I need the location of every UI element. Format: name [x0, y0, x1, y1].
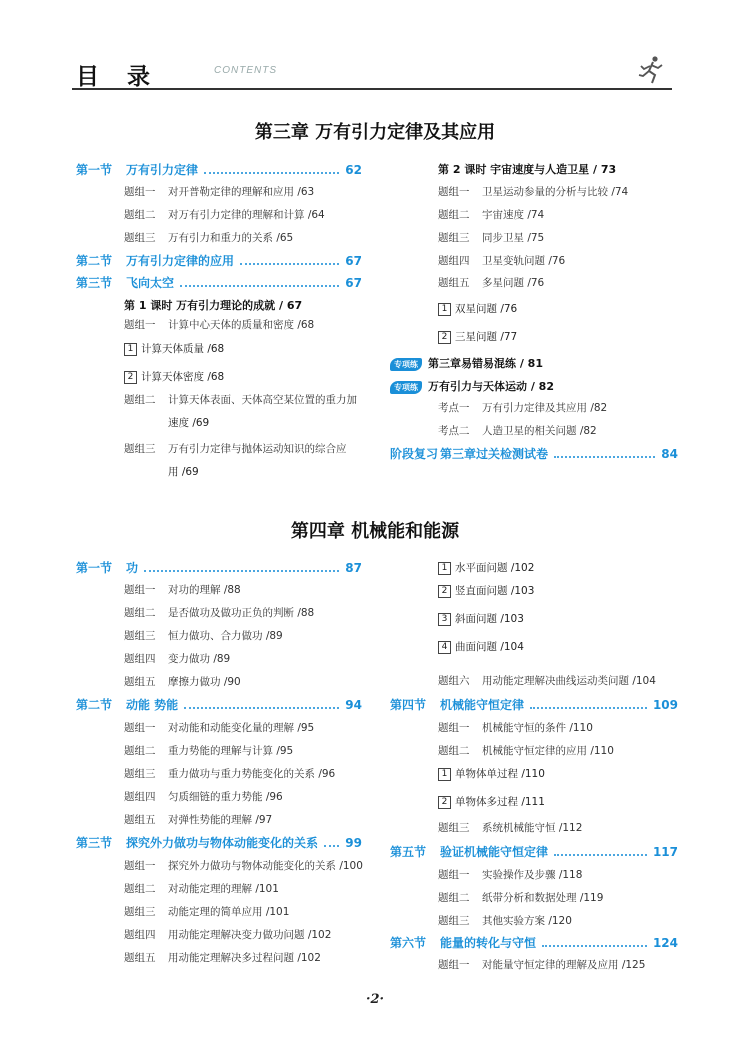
subitem-title: 斜面问题 /103	[455, 613, 524, 625]
toc-group-entry	[438, 958, 645, 972]
toc-subitem-entry	[438, 640, 524, 654]
group-label: 题组一	[124, 584, 156, 596]
group-label: 题组一	[438, 959, 470, 971]
section-title: 探究外力做功与物体动能变化的关系	[126, 836, 319, 850]
group-title: 卫星运动参量的分析与比较 /74	[482, 186, 629, 198]
group-title: 对开普勒定律的理解和应用 /63	[168, 186, 315, 198]
group-title: 是否做功及做功正负的判断 /88	[168, 607, 315, 619]
boxed-number: 1	[438, 768, 451, 781]
toc-section-entry[interactable]	[390, 936, 678, 950]
section-page: 67	[345, 276, 362, 290]
dot-leader	[324, 845, 339, 847]
section-label: 第一节	[76, 163, 113, 177]
subitem-title: 竖直面问题 /103	[455, 585, 535, 597]
group-title: 对万有引力定律的理解和计算 /64	[168, 209, 325, 221]
group-title: 万有引力和重力的关系 /65	[168, 232, 294, 244]
section-label: 第二节	[76, 254, 113, 268]
group-label: 题组五	[124, 952, 156, 964]
section-title: 万有引力定律的应用	[126, 254, 235, 268]
toc-subitem-entry	[438, 795, 545, 809]
boxed-number: 1	[438, 303, 451, 316]
toc-group-entry	[124, 583, 241, 597]
group-label: 题组四	[124, 653, 156, 665]
contents-title: 目 录	[76, 64, 161, 90]
special-practice-badge: 专项练	[390, 381, 422, 394]
group-title: 匀质细链的重力势能 /96	[168, 791, 283, 803]
group-title: 多星问题 /76	[482, 277, 545, 289]
boxed-number: 2	[438, 331, 451, 344]
toc-subitem-entry	[124, 370, 224, 384]
section-label: 第二节	[76, 698, 113, 712]
toc-group-entry	[438, 821, 582, 835]
subitem-title: 三星问题 /77	[455, 331, 518, 343]
group-title: 探究外力做功与物体动能变化的关系 /100	[168, 860, 363, 872]
group-label: 题组二	[124, 745, 156, 757]
toc-group-entry	[438, 914, 572, 928]
toc-group-entry	[438, 674, 656, 688]
toc-group-entry	[124, 767, 335, 781]
section-label: 第五节	[390, 845, 427, 859]
section-page: 99	[345, 836, 362, 850]
section-title: 动能 势能	[126, 698, 179, 712]
toc-continuation	[168, 416, 209, 430]
dot-leader	[530, 707, 647, 709]
group-label: 题组一	[124, 860, 156, 872]
group-label: 题组二	[124, 209, 156, 221]
group-label: 题组一	[124, 186, 156, 198]
group-label: 题组五	[124, 814, 156, 826]
dot-leader	[204, 172, 339, 174]
group-title: 计算中心天体的质量和密度 /68	[168, 319, 315, 331]
toc-group-entry	[124, 675, 241, 689]
contents-header	[72, 52, 672, 92]
group-title: 用动能定理解决多过程问题 /102	[168, 952, 321, 964]
toc-group-entry	[124, 859, 363, 873]
boxed-number: 2	[438, 796, 451, 809]
section-title: 第三章过关检测试卷	[440, 447, 549, 461]
runner-icon	[636, 54, 666, 86]
section-label: 阶段复习	[390, 447, 439, 461]
group-label: 题组二	[438, 745, 470, 757]
subitem-title: 水平面问题 /102	[455, 562, 535, 574]
group-label: 题组三	[124, 443, 156, 455]
toc-section-entry[interactable]	[76, 276, 362, 290]
group-label: 题组三	[438, 822, 470, 834]
group-label: 题组四	[124, 929, 156, 941]
toc-group-entry	[438, 208, 544, 222]
group-label: 题组三	[438, 232, 470, 244]
toc-group-entry	[124, 813, 272, 827]
group-label: 题组五	[124, 676, 156, 688]
group-title: 对动能和动能变化量的理解 /95	[168, 722, 315, 734]
group-title: 用动能定理解决变力做功问题 /102	[168, 929, 332, 941]
section-title: 万有引力定律	[126, 163, 199, 177]
boxed-number: 2	[438, 585, 451, 598]
group-title: 重力做功与重力势能变化的关系 /96	[168, 768, 336, 780]
group-title: 其他实验方案 /120	[482, 915, 572, 927]
toc-group-entry	[124, 721, 314, 735]
lesson-title: 第 2 课时 宇宙速度与人造卫星 / 73	[438, 163, 617, 176]
contents-subtitle: CONTENTS	[214, 65, 277, 76]
toc-group-entry	[124, 652, 230, 666]
toc-group-entry	[124, 629, 283, 643]
toc-group-entry	[438, 721, 593, 735]
group-title: 恒力做功、合力做功 /89	[168, 630, 283, 642]
section-label: 第四节	[390, 698, 427, 712]
group-label: 题组三	[124, 630, 156, 642]
group-label: 题组六	[438, 675, 470, 687]
page-number: ·2·	[365, 992, 385, 1007]
toc-subitem-entry	[438, 612, 524, 626]
section-label: 第三节	[76, 276, 113, 290]
toc-section-entry[interactable]	[76, 698, 362, 712]
group-title: 重力势能的理解与计算 /95	[168, 745, 294, 757]
boxed-number: 1	[124, 343, 137, 356]
dot-leader	[184, 707, 339, 709]
group-title: 对能量守恒定律的理解及应用 /125	[482, 959, 646, 971]
group-label: 题组五	[438, 277, 470, 289]
group-title: 变力做功 /89	[168, 653, 231, 665]
group-title: 同步卫星 /75	[482, 232, 545, 244]
toc-group-entry	[124, 231, 293, 245]
toc-lesson-entry	[438, 163, 616, 177]
toc-group-entry	[438, 401, 607, 415]
group-title: 用动能定理解决曲线运动类问题 /104	[482, 675, 656, 687]
subitem-title: 计算天体密度 /68	[141, 371, 225, 383]
group-title: 对功的理解 /88	[168, 584, 241, 596]
section-label: 第六节	[390, 936, 427, 950]
toc-group-entry	[124, 442, 347, 456]
group-title: 万有引力定律与抛体运动知识的综合应	[168, 443, 347, 455]
toc-group-entry	[438, 744, 614, 758]
boxed-number: 4	[438, 641, 451, 654]
continuation-text: 速度 /69	[168, 417, 210, 429]
group-title: 对动能定理的理解 /101	[168, 883, 279, 895]
toc-group-entry	[124, 208, 325, 222]
section-title: 验证机械能守恒定律	[440, 845, 549, 859]
boxed-number: 2	[124, 371, 137, 384]
toc-group-entry	[124, 606, 314, 620]
group-label: 题组一	[438, 722, 470, 734]
toc-group-entry	[124, 928, 331, 942]
group-title: 系统机械能守恒 /112	[482, 822, 583, 834]
group-label: 题组三	[124, 768, 156, 780]
toc-group-entry	[124, 905, 289, 919]
group-title: 机械能守恒的条件 /110	[482, 722, 593, 734]
toc-special-entry	[390, 357, 543, 371]
continuation-text: 用 /69	[168, 466, 199, 478]
section-page: 67	[345, 254, 362, 268]
toc-group-entry	[438, 231, 544, 245]
group-label: 考点一	[438, 402, 470, 414]
subitem-title: 双星问题 /76	[455, 303, 518, 315]
special-practice-badge: 专项练	[390, 358, 422, 371]
dot-leader	[554, 854, 647, 856]
toc-section-entry[interactable]	[76, 254, 362, 268]
subitem-title: 曲面问题 /104	[455, 641, 524, 653]
toc-group-entry	[438, 424, 597, 438]
toc-subitem-entry	[438, 302, 517, 316]
section-page: 62	[345, 163, 362, 177]
header-rule	[72, 88, 672, 90]
group-label: 题组三	[438, 915, 470, 927]
dot-leader	[554, 456, 655, 458]
group-label: 题组二	[438, 892, 470, 904]
group-title: 纸带分析和数据处理 /119	[482, 892, 604, 904]
toc-section-entry[interactable]	[390, 698, 678, 712]
section-title: 功	[126, 561, 139, 575]
toc-group-entry	[124, 951, 321, 965]
toc-group-entry	[124, 744, 293, 758]
toc-group-entry	[438, 276, 544, 290]
section-page: 117	[652, 845, 678, 859]
group-label: 题组四	[438, 255, 470, 267]
group-title: 机械能守恒定律的应用 /110	[482, 745, 614, 757]
toc-group-entry	[438, 868, 582, 882]
toc-group-entry	[438, 185, 628, 199]
dot-leader	[180, 285, 339, 287]
toc-group-entry	[438, 254, 565, 268]
toc-subitem-entry	[124, 342, 224, 356]
toc-group-entry	[438, 891, 603, 905]
toc-section-entry[interactable]	[76, 836, 362, 850]
boxed-number: 1	[438, 562, 451, 575]
toc-subitem-entry	[438, 767, 545, 781]
toc-section-entry[interactable]	[390, 447, 678, 461]
group-title: 计算天体表面、天体高空某位置的重力加	[168, 394, 357, 406]
group-label: 题组二	[124, 883, 156, 895]
toc-special-entry	[390, 380, 554, 394]
section-page: 109	[652, 698, 678, 712]
group-title: 万有引力定律及其应用 /82	[482, 402, 608, 414]
toc-section-entry[interactable]	[76, 163, 362, 177]
group-label: 题组一	[438, 186, 470, 198]
toc-group-entry	[124, 393, 357, 407]
boxed-number: 3	[438, 613, 451, 626]
group-title: 宇宙速度 /74	[482, 209, 545, 221]
group-title: 对弹性势能的理解 /97	[168, 814, 273, 826]
dot-leader	[240, 263, 339, 265]
dot-leader	[542, 945, 647, 947]
section-page: 124	[652, 936, 678, 950]
group-label: 考点二	[438, 425, 470, 437]
special-title: 第三章易错易混练 / 81	[428, 357, 543, 370]
section-label: 第一节	[76, 561, 113, 575]
special-title: 万有引力与天体运动 / 82	[428, 380, 554, 393]
group-label: 题组三	[124, 906, 156, 918]
toc-continuation	[168, 465, 199, 479]
group-title: 人造卫星的相关问题 /82	[482, 425, 597, 437]
group-label: 题组二	[438, 209, 470, 221]
section-label: 第三节	[76, 836, 113, 850]
toc-group-entry	[124, 790, 283, 804]
group-label: 题组一	[124, 319, 156, 331]
section-page: 94	[345, 698, 362, 712]
toc-lesson-entry	[124, 299, 302, 313]
group-title: 动能定理的简单应用 /101	[168, 906, 290, 918]
section-title: 飞向太空	[126, 276, 175, 290]
toc-group-entry	[124, 318, 314, 332]
chapter3-title: 第三章 万有引力定律及其应用	[254, 122, 496, 143]
lesson-title: 第 1 课时 万有引力理论的成就 / 67	[124, 299, 303, 312]
group-title: 卫星变轨问题 /76	[482, 255, 566, 267]
subitem-title: 单物体单过程 /110	[455, 768, 545, 780]
group-label: 题组一	[124, 722, 156, 734]
subitem-title: 单物体多过程 /111	[455, 796, 545, 808]
chapter4-title: 第四章 机械能和能源	[290, 521, 460, 542]
group-label: 题组四	[124, 791, 156, 803]
group-title: 实验操作及步骤 /118	[482, 869, 583, 881]
dot-leader	[144, 570, 339, 572]
toc-subitem-entry	[438, 584, 534, 598]
section-page: 87	[345, 561, 362, 575]
toc-subitem-entry	[438, 330, 517, 344]
section-title: 能量的转化与守恒	[440, 936, 537, 950]
toc-section-entry[interactable]	[76, 561, 362, 575]
group-label: 题组二	[124, 607, 156, 619]
toc-group-entry	[124, 882, 279, 896]
subitem-title: 计算天体质量 /68	[141, 343, 225, 355]
section-page: 84	[661, 447, 678, 461]
toc-group-entry	[124, 185, 314, 199]
group-label: 题组一	[438, 869, 470, 881]
group-label: 题组三	[124, 232, 156, 244]
toc-section-entry[interactable]	[390, 845, 678, 859]
group-label: 题组二	[124, 394, 156, 406]
section-title: 机械能守恒定律	[440, 698, 525, 712]
toc-subitem-entry	[438, 561, 534, 575]
group-title: 摩擦力做功 /90	[168, 676, 241, 688]
